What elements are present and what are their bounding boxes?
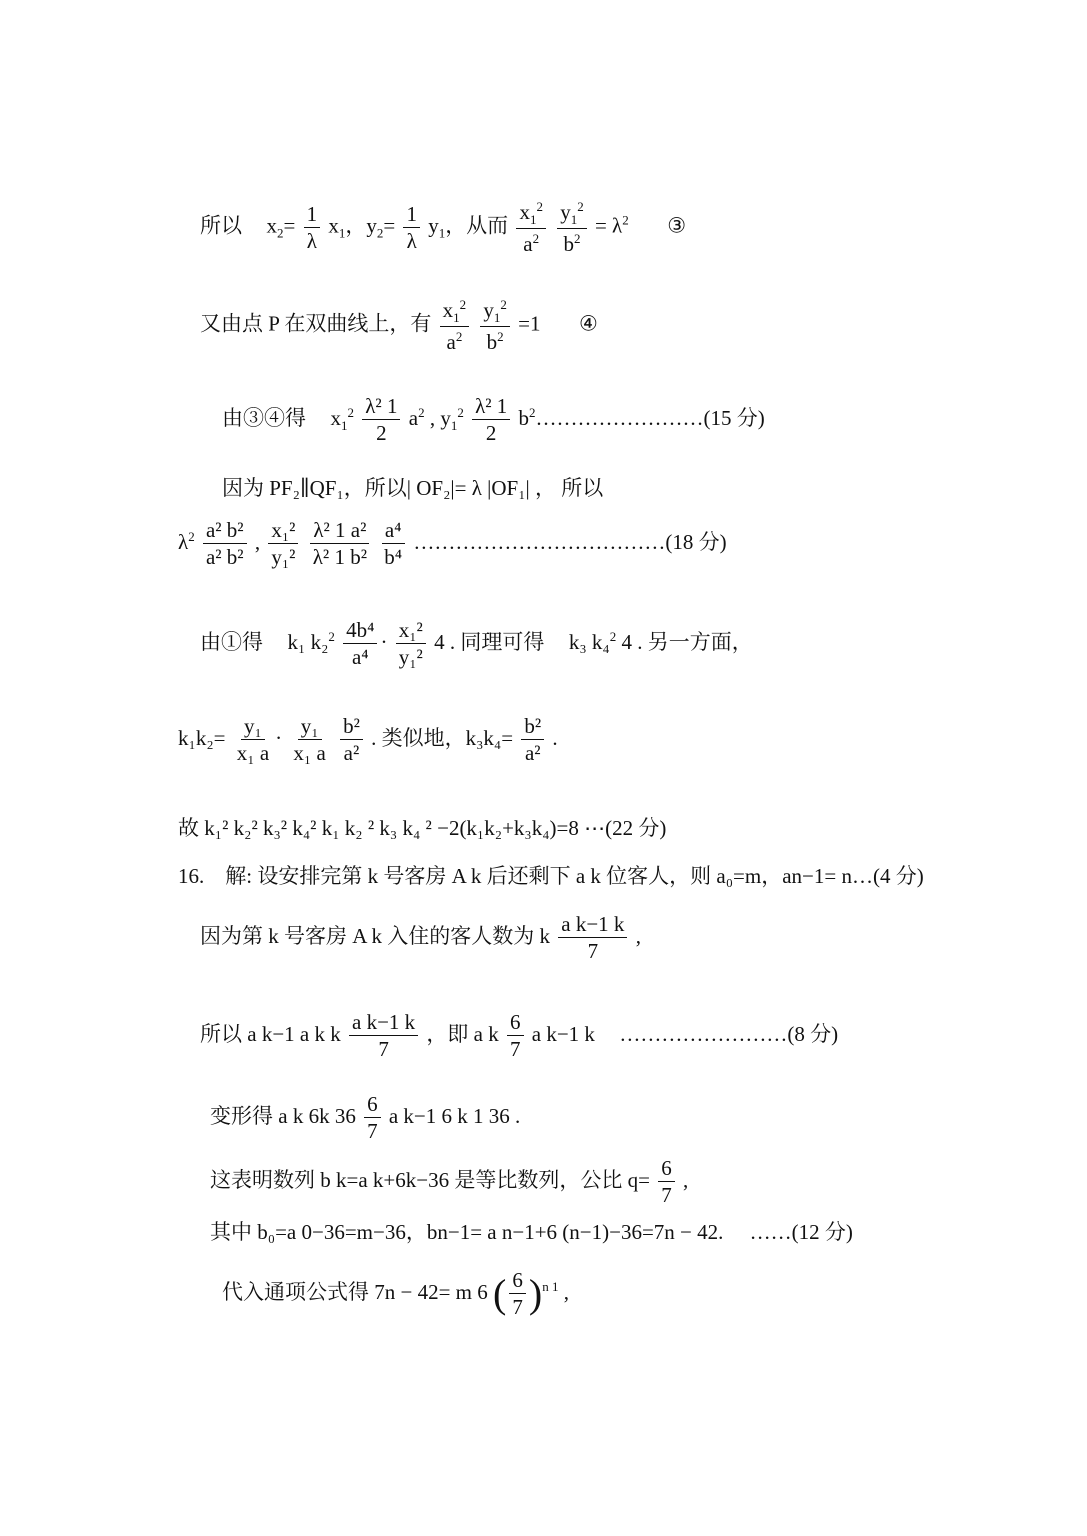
- text: k₁k₂=: [178, 725, 226, 750]
- fraction: [440, 298, 470, 353]
- superscript: n 1: [542, 1278, 559, 1294]
- superscript: 2: [573, 231, 581, 247]
- fraction: [516, 200, 546, 255]
- denominator: 7: [367, 1119, 378, 1143]
- denominator: a²: [343, 741, 360, 765]
- subscript: 2: [277, 225, 284, 241]
- fraction: [349, 1012, 418, 1060]
- fraction: [310, 520, 370, 568]
- numerator: a k−1 k: [349, 1012, 418, 1036]
- denominator: a⁴: [351, 645, 369, 669]
- fraction: [290, 716, 328, 764]
- text: . 类似地，k₃k₄=: [371, 725, 514, 750]
- text: 这表明数列 b k=a k+6k−36 是等比数列，公比 q=: [210, 1167, 650, 1192]
- fraction: [203, 520, 247, 568]
- denominator: b⁴: [384, 545, 403, 569]
- score-note: ………………………………(18 分): [413, 529, 727, 554]
- text: 由③④得: [222, 405, 306, 430]
- superscript: 2: [532, 231, 540, 247]
- circled-number: ④: [579, 311, 598, 336]
- subscript: 1: [453, 310, 460, 326]
- circled-number: ③: [667, 213, 687, 238]
- equation-line: [210, 1094, 520, 1142]
- fraction: [234, 716, 272, 764]
- var: b: [518, 405, 530, 430]
- text: 又由点 P 在双曲线上，有: [200, 311, 432, 336]
- numerator: 1: [403, 204, 420, 228]
- superscript: 2: [328, 628, 335, 644]
- numerator: λ² 1: [472, 396, 510, 420]
- text: 16. 解: 设安排完第 k 号客房 A k 后还剩下 a k 位客人，则 a₀=m，an−1= n…(4 分): [178, 864, 924, 888]
- superscript: 2: [609, 628, 617, 644]
- numerator: y: [560, 200, 571, 224]
- equation-line-k1k2: k₁k₂= $\frac{\text{y₁}}{\text{x₁ a}}$ · $\frac{\text{y₁}}{\text{x₁ a}}$ $\frac{\text{b²}}{\text{a²}}$ . 类似地，k₃k₄= $\frac{\text{b²}}{\text{a²}}$ .: [178, 714, 558, 765]
- text: 4 . 同理可得: [434, 629, 545, 654]
- text: 因为第 k 号客房 A k 入住的客人数为 k: [200, 923, 551, 948]
- superscript: 2: [497, 329, 504, 345]
- denominator: y₁²: [398, 645, 423, 669]
- superscript: 2: [188, 528, 195, 544]
- superscript: 2: [347, 404, 354, 420]
- denominator: 7: [661, 1183, 672, 1207]
- var: a: [408, 405, 419, 430]
- var: y: [428, 213, 439, 238]
- numerator: a k−1 k: [558, 914, 627, 938]
- superscript: 2: [622, 212, 629, 228]
- denominator: 7: [512, 1295, 523, 1319]
- var: x: [330, 405, 341, 430]
- equation-line-8: [200, 1012, 838, 1060]
- text: 代入通项公式得 7n − 42= m 6: [222, 1279, 488, 1304]
- numerator: 6: [364, 1094, 381, 1118]
- denominator: a: [523, 232, 533, 257]
- numerator: a² b²: [203, 520, 247, 544]
- equation-line-5: [222, 396, 765, 444]
- comma: ,: [254, 529, 261, 554]
- fraction: [364, 1094, 381, 1142]
- text: ，y: [345, 213, 377, 238]
- text: 故 k₁² k₂² k₃² k₄² k₁ k₂ ² k₃ k₄ ² −2(k₁k₂+k₃k₄)=8 ⋯(22 分): [178, 816, 667, 840]
- numerator: 6: [507, 1012, 524, 1036]
- fraction: [521, 716, 544, 764]
- numerator: λ² 1: [362, 396, 400, 420]
- equation-line-k: 由①得 k₁ k₂$^2$ $\frac{\text{4b⁴}}{\text{a⁴}}$ · $\frac{\text{x₁²}}{\text{y₁²}}$ 4 . 同理可得 k₃ k₄$^2$ 4 . 另一方面，: [200, 618, 753, 669]
- text: 变形得 a k 6k 36: [210, 1103, 356, 1128]
- var: x: [266, 213, 277, 238]
- text: a k−1 6 k 1 36 .: [388, 1103, 521, 1128]
- numerator: y₁: [241, 716, 265, 740]
- superscript: 2: [418, 404, 425, 420]
- denominator: 7: [510, 1037, 521, 1061]
- denominator: 7: [378, 1037, 389, 1061]
- subscript: 1: [529, 212, 537, 228]
- fraction: [509, 1270, 526, 1318]
- numerator: 6: [509, 1270, 526, 1294]
- numerator: 4b⁴: [343, 620, 377, 644]
- equation-line-18: [178, 520, 727, 568]
- problem-16-heading: [178, 866, 924, 887]
- var: λ: [178, 529, 189, 554]
- subscript: 1: [570, 212, 578, 228]
- comma: ,: [563, 1279, 569, 1304]
- numerator: x: [442, 298, 454, 322]
- fraction: [658, 1158, 675, 1206]
- numerator: x₁²: [396, 620, 426, 644]
- text: ，从而: [445, 213, 509, 238]
- var: k₃ k₄: [568, 629, 610, 654]
- text: a k−1 k: [531, 1021, 595, 1046]
- equation-line-4: [200, 298, 598, 353]
- superscript: 2: [529, 404, 536, 420]
- denominator: x₁ a: [293, 741, 326, 765]
- text-line-12: [210, 1222, 853, 1243]
- text: 因为 PF₂∥QF₁，所以| OF₂|= λ |OF₁| ， 所以: [222, 476, 604, 500]
- text: 由①得: [200, 629, 263, 654]
- fraction: [343, 620, 377, 668]
- text: 4 . 另一方面，: [621, 629, 753, 654]
- numerator: b²: [521, 716, 544, 740]
- numerator: y: [483, 298, 494, 322]
- superscript: 2: [457, 404, 464, 420]
- fraction: [472, 396, 510, 444]
- numerator: x: [519, 200, 530, 224]
- fraction: [558, 914, 627, 962]
- fraction: [268, 520, 298, 568]
- denominator: x₁ a: [236, 741, 270, 765]
- denominator: a: [446, 330, 456, 355]
- subscript: 1: [493, 310, 501, 326]
- denominator: 2: [485, 421, 497, 445]
- var: x: [328, 213, 339, 238]
- text: =1: [518, 311, 541, 336]
- subscript: 1: [438, 225, 446, 241]
- text: = λ: [594, 213, 623, 238]
- paren-close: ): [528, 1271, 543, 1316]
- subscript: 1: [341, 418, 348, 433]
- equation-line-3: [200, 200, 686, 255]
- denominator: λ² 1 b²: [312, 545, 368, 569]
- denominator: 2: [376, 421, 387, 445]
- numerator: a⁴: [382, 520, 405, 544]
- fraction: [403, 201, 420, 253]
- denominator: 7: [587, 939, 599, 963]
- text-line: [178, 818, 666, 839]
- var: k₁ k₂: [287, 629, 329, 654]
- superscript: 2: [459, 297, 467, 312]
- superscript: 2: [577, 199, 584, 214]
- superscript: 2: [455, 329, 463, 345]
- subscript: 2: [376, 225, 384, 241]
- denominator: y₁²: [271, 545, 296, 569]
- denominator: λ: [306, 228, 317, 253]
- comma: ,: [635, 923, 641, 948]
- numerator: b²: [340, 716, 363, 740]
- denominator: b: [486, 330, 498, 355]
- paren-open: (: [493, 1271, 507, 1316]
- text: 所以: [200, 213, 242, 238]
- denominator: b: [563, 232, 574, 257]
- numerator: x₁²: [268, 520, 298, 544]
- fraction: [381, 520, 405, 568]
- var: , y: [429, 405, 451, 430]
- equation-line: [200, 914, 641, 962]
- text: .: [552, 725, 558, 750]
- fraction: [480, 298, 510, 353]
- numerator: λ² 1 a²: [310, 520, 369, 544]
- numerator: 1: [304, 204, 321, 228]
- fraction: [340, 716, 363, 764]
- text: ，即 a k: [426, 1021, 499, 1046]
- text: 所以 a k−1 a k k: [200, 1021, 341, 1046]
- fraction: [362, 396, 400, 444]
- numerator: 6: [658, 1158, 675, 1182]
- score-note: ……………………(8 分): [619, 1021, 839, 1046]
- text-line: [222, 478, 603, 499]
- superscript: 2: [536, 199, 543, 214]
- superscript: 2: [500, 297, 507, 312]
- subscript: 1: [450, 418, 458, 433]
- equation-line: [222, 1270, 569, 1318]
- fraction: [304, 201, 321, 253]
- text: 其中 b₀=a 0−36=m−36，bn−1= a n−1+6 (n−1)−36=7n − 42. ……(12 分): [210, 1220, 853, 1244]
- equation-line: [210, 1158, 688, 1206]
- denominator: a² b²: [205, 545, 244, 569]
- equals: =: [383, 213, 396, 238]
- subscript: 1: [338, 225, 346, 241]
- fraction: [507, 1012, 524, 1060]
- denominator: λ: [406, 228, 417, 253]
- comma: ,: [682, 1167, 689, 1192]
- denominator: a²: [524, 741, 541, 765]
- fraction: [557, 200, 587, 255]
- equals: =: [283, 213, 296, 238]
- fraction: [396, 620, 426, 668]
- numerator: y₁: [298, 716, 322, 740]
- score-note: ……………………(15 分): [535, 405, 765, 430]
